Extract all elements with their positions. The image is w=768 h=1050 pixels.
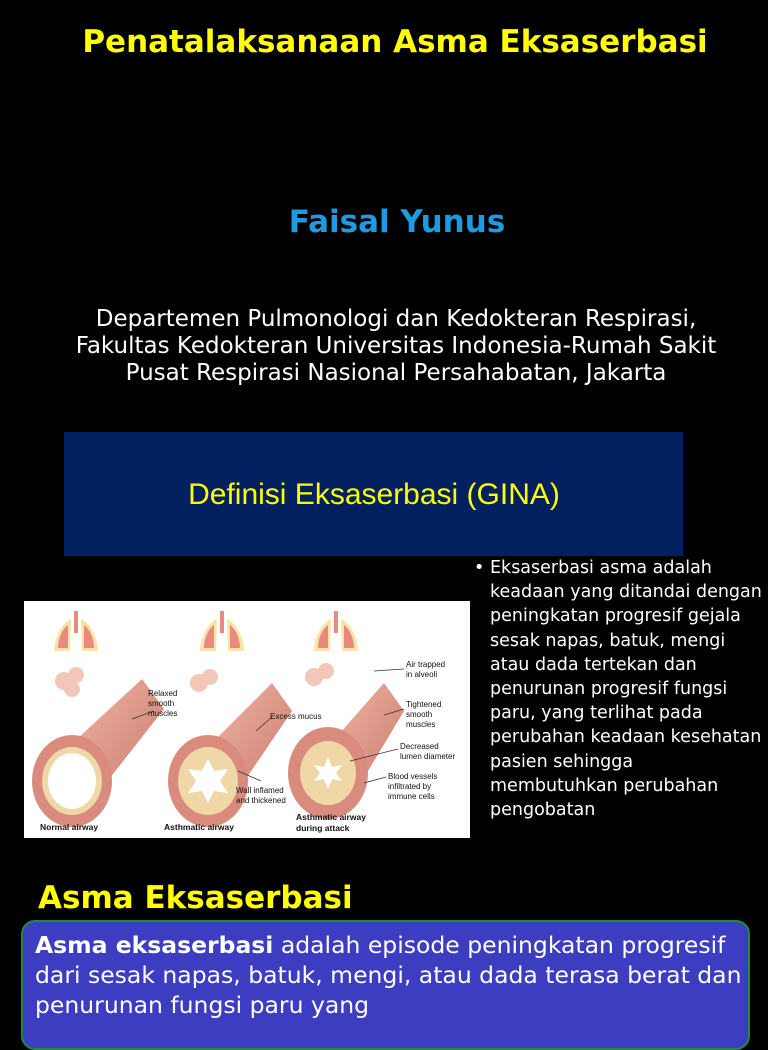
normal-airway: [32, 667, 164, 827]
label-tight-3: muscles: [406, 720, 436, 729]
label-mucus: Excess mucus: [270, 712, 322, 721]
definition-text: Eksaserbasi asma adalah keadaan yang ditandai dengan peningkatan progresif gejala sesak napas, batuk, mengi atau dada tertekan dan penurunan progresif fungsi paru, yang terlihat pada perubahan keadaan kesehatan pasien sehingga membutuhkan perubahan pengobatan: [490, 558, 762, 821]
description-term: Asma eksaserbasi: [35, 931, 274, 959]
lungs-icon-normal: [54, 611, 98, 651]
lungs-icon-asthmatic: [200, 611, 244, 651]
label-air-1: Air trapped: [406, 660, 446, 669]
section-heading: Asma Eksaserbasi: [38, 880, 353, 916]
label-asthmatic-airway: Asthmatic airway: [164, 822, 234, 832]
definition-bullet: [474, 556, 764, 822]
author-affiliation: Departemen Pulmonologi dan Kedokteran Respirasi, Fakultas Kedokteran Universitas Indonesia-Rumah Sakit Pusat Respirasi Nasional Persahabatan, Jakarta: [75, 306, 717, 386]
label-attack-1: Asthmatic airway: [296, 812, 366, 822]
label-normal-airway: Normal airway: [40, 822, 99, 832]
lungs-icon-attack: [314, 611, 358, 651]
label-relaxed-3: muscles: [148, 709, 178, 718]
label-relaxed-1: Relaxed: [148, 689, 178, 698]
airway-diagram: [24, 601, 470, 838]
label-lumen-2: lumen diameter: [400, 752, 456, 761]
definition-heading: Definisi Eksaserbasi (GINA): [188, 478, 560, 511]
label-wall-2: and thickened: [236, 796, 286, 805]
attack-airway: [288, 663, 404, 819]
slide-title: Penatalaksanaan Asma Eksaserbasi: [82, 24, 708, 60]
description-text: [35, 930, 751, 1020]
airway-illustration: [24, 601, 470, 838]
description-body: adalah episode peningkatan progresif dari sesak napas, batuk, mengi, atau dada terasa berat dan penurunan fungsi paru yang: [35, 931, 742, 1019]
label-air-2: in alveoli: [406, 670, 438, 679]
label-blood-3: immune cells: [388, 792, 435, 801]
label-tight-1: Tightened: [406, 700, 442, 709]
label-blood-1: Blood vessels: [388, 772, 438, 781]
label-relaxed-2: smooth: [148, 699, 175, 708]
label-blood-2: infiltrated by: [388, 782, 432, 791]
label-wall-1: Wall inflamed: [236, 786, 284, 795]
author-name: Faisal Yunus: [288, 204, 506, 240]
bullet-icon: •: [474, 558, 485, 578]
label-tight-2: smooth: [406, 710, 433, 719]
label-lumen-1: Decreased: [400, 742, 439, 751]
label-attack-2: during attack: [296, 823, 350, 833]
